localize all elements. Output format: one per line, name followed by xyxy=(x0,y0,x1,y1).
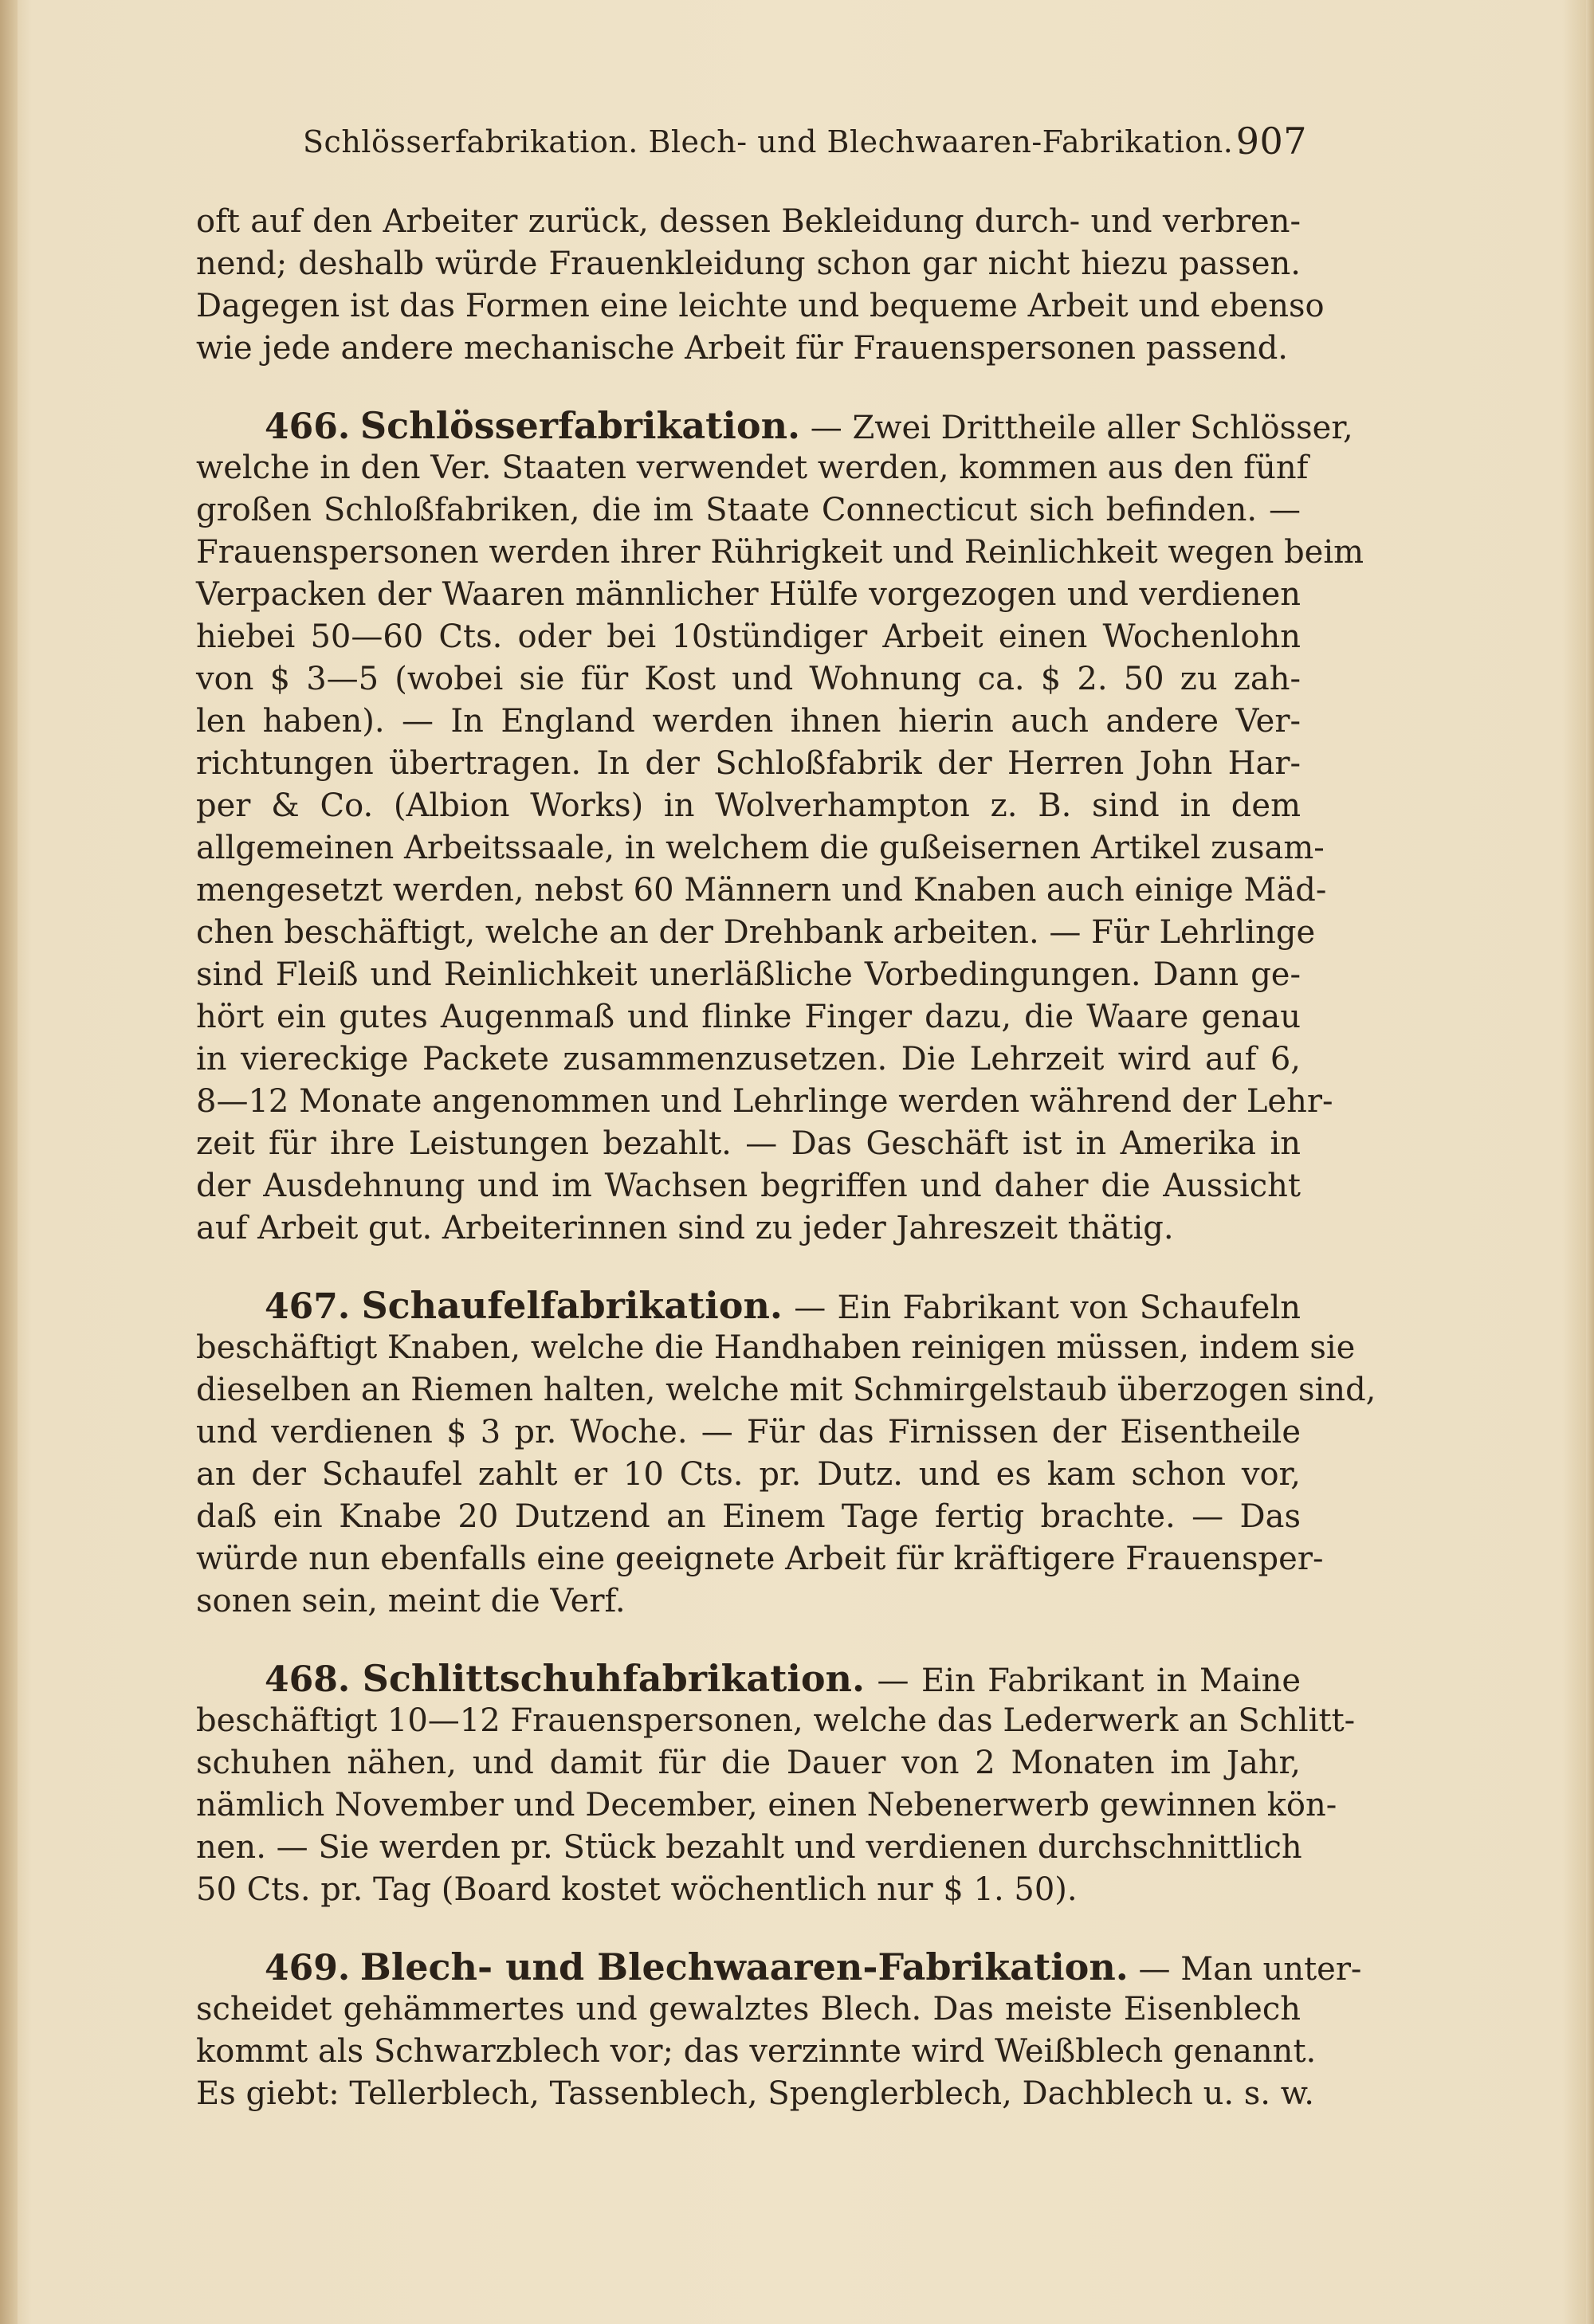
section-466 xyxy=(196,404,1364,1250)
text-line: 8—12 Monate angenommen und Lehrlinge werden während der Lehr- xyxy=(196,1083,1333,1120)
running-title: Schlösserfabrikation. Blech- und Blechwaaren-Fabrikation. xyxy=(303,124,1234,159)
section-number: 469. xyxy=(265,1948,351,1988)
page-edge-left xyxy=(0,0,18,2324)
text-line: und verdienen $ 3 pr. Woche. — Für das Firnissen der Eisentheile xyxy=(196,1414,1301,1451)
text-line: schuhen nähen, und damit für die Dauer von 2 Monaten im Jahr, xyxy=(196,1745,1301,1781)
text-line: würde nun ebenfalls eine geeignete Arbeit für kräftigere Frauensper- xyxy=(196,1541,1324,1577)
text-line: chen beschäftigt, welche an der Drehbank arbeiten. — Für Lehrlinge xyxy=(196,914,1316,951)
text-line: kommt als Schwarzblech vor; das verzinnte wird Weißblech genannt. xyxy=(196,2033,1317,2070)
text-line: per & Co. (Albion Works) in Wolverhampton z. B. sind in dem xyxy=(196,787,1301,824)
text-line: allgemeinen Arbeitssaale, in welchem die gußeisernen Artikel zusam- xyxy=(196,830,1325,866)
paragraph-continuation xyxy=(196,201,1325,370)
text-line: wie jede andere mechanische Arbeit für Frauenspersonen passend. xyxy=(196,330,1289,367)
section-467 xyxy=(196,1284,1376,1623)
text-line: richtungen übertragen. In der Schloßfabrik der Herren John Har- xyxy=(196,745,1301,782)
text-fragment: — Zwei Drittheile aller Schlösser, xyxy=(810,410,1353,446)
text-line: großen Schloßfabriken, die im Staate Connecticut sich befinden. — xyxy=(196,492,1301,528)
text-line: Frauenspersonen werden ihrer Rührigkeit und Reinlichkeit wegen beim xyxy=(196,534,1364,571)
text-line: nämlich November und December, einen Nebenerwerb gewinnen kön- xyxy=(196,1787,1337,1823)
page-body xyxy=(196,201,1376,2115)
text-line: hört ein gutes Augenmaß und flinke Finger dazu, die Waare genau xyxy=(196,999,1301,1035)
text-line: mengesetzt werden, nebst 60 Männern und Knaben auch einige Mäd- xyxy=(196,872,1327,909)
text-line: an der Schaufel zahlt er 10 Cts. pr. Dutz. und es kam schon vor, xyxy=(196,1456,1301,1493)
text-line: beschäftigt 10—12 Frauenspersonen, welche das Lederwerk an Schlitt- xyxy=(196,1702,1356,1739)
text-line: auf Arbeit gut. Arbeiterinnen sind zu jeder Jahreszeit thätig. xyxy=(196,1210,1174,1246)
section-first-line xyxy=(196,1945,1362,1988)
text-line: beschäftigt Knaben, welche die Handhaben reinigen müssen, indem sie xyxy=(196,1329,1356,1366)
text-line: Dagegen ist das Formen eine leichte und bequeme Arbeit und ebenso xyxy=(196,288,1325,324)
section-first-line xyxy=(196,1285,1301,1327)
section-first-line xyxy=(196,404,1353,447)
text-line: sonen sein, meint die Verf. xyxy=(196,1583,626,1619)
text-line: Es giebt: Tellerblech, Tassenblech, Spenglerblech, Dachblech u. s. w. xyxy=(196,2075,1314,2112)
text-line: daß ein Knabe 20 Dutzend an Einem Tage fertig brachte. — Das xyxy=(196,1498,1301,1535)
text-line: scheidet gehämmertes und gewalztes Blech. Das meiste Eisenblech xyxy=(196,1991,1301,2028)
section-first-line xyxy=(196,1658,1301,1700)
text-fragment: — Man unter- xyxy=(1138,1951,1362,1988)
text-line: len haben). — In England werden ihnen hierin auch andere Ver- xyxy=(196,703,1301,740)
section-heading: Schlittschuhfabrikation. xyxy=(362,1657,866,1700)
section-heading: Schaufelfabrikation. xyxy=(361,1284,783,1327)
text-line: oft auf den Arbeiter zurück, dessen Bekleidung durch- und verbren- xyxy=(196,203,1301,240)
text-fragment: — Ein Fabrikant von Schaufeln xyxy=(794,1290,1302,1326)
text-line: Verpacken der Waaren männlicher Hülfe vorgezogen und verdienen xyxy=(196,576,1301,613)
text-line: von $ 3—5 (wobei sie für Kost und Wohnung ca. $ 2. 50 zu zah- xyxy=(196,661,1301,697)
page-number: 907 xyxy=(1235,120,1307,163)
text-line: der Ausdehnung und im Wachsen begriffen und daher die Aussicht xyxy=(196,1168,1301,1204)
page-header xyxy=(303,120,1307,167)
text-line: nen. — Sie werden pr. Stück bezahlt und verdienen durchschnittlich xyxy=(196,1829,1302,1866)
text-line: hiebei 50—60 Cts. oder bei 10stündiger Arbeit einen Wochenlohn xyxy=(196,618,1301,655)
text-line: nend; deshalb würde Frauenkleidung schon gar nicht hiezu passen. xyxy=(196,245,1301,282)
text-fragment: — Ein Fabrikant in Maine xyxy=(877,1663,1302,1699)
section-468 xyxy=(196,1657,1356,1911)
text-line: 50 Cts. pr. Tag (Board kostet wöchentlich nur $ 1. 50). xyxy=(196,1871,1078,1908)
section-heading: Blech- und Blechwaaren-Fabrikation. xyxy=(359,1945,1129,1988)
text-line: dieselben an Riemen halten, welche mit Schmirgelstaub überzogen sind, xyxy=(196,1372,1376,1408)
section-number: 466. xyxy=(265,406,351,447)
page-edge-right xyxy=(1586,0,1594,2324)
text-line: zeit für ihre Leistungen bezahlt. — Das Geschäft ist in Amerika in xyxy=(196,1125,1301,1162)
text-line: in viereckige Packete zusammenzusetzen. Die Lehrzeit wird auf 6, xyxy=(196,1041,1301,1078)
section-heading: Schlösserfabrikation. xyxy=(359,404,801,447)
section-number: 467. xyxy=(265,1286,351,1327)
section-469 xyxy=(196,1945,1362,2115)
section-number: 468. xyxy=(265,1659,351,1700)
text-line: sind Fleiß und Reinlichkeit unerläßliche Vorbedingungen. Dann ge- xyxy=(196,956,1301,993)
text-line: welche in den Ver. Staaten verwendet werden, kommen aus den fünf xyxy=(196,449,1309,486)
